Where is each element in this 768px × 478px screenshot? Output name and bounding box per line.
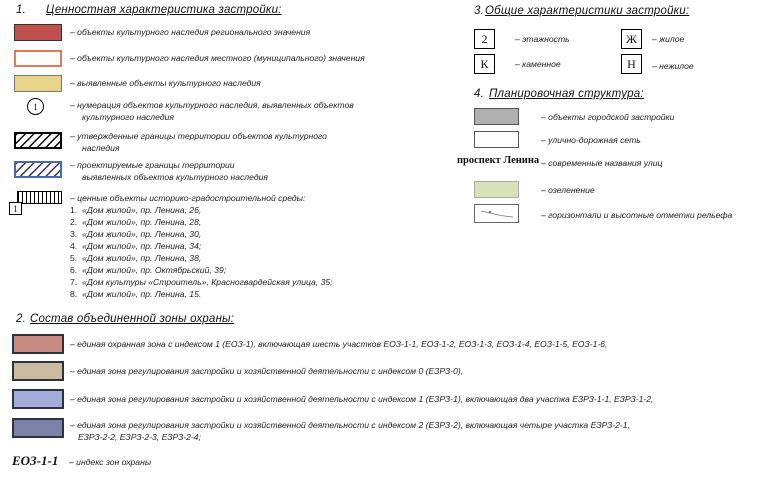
contour-lines-swatch — [474, 204, 519, 223]
ezrz0-swatch — [12, 361, 64, 381]
numbering-circle-icon: 1 — [27, 98, 44, 115]
legend-revealed-heritage: – выявленные объекты культурного наследия — [70, 78, 261, 88]
legend-street-names: – современные названия улиц — [541, 158, 663, 168]
section-3-title: Общие характеристики застройки: — [485, 5, 690, 17]
floors-letter-box: 2 — [474, 29, 495, 49]
stone-letter-box: К — [474, 54, 495, 74]
legend-city-buildings: – объекты городской застройки — [541, 112, 675, 122]
eoz1-swatch — [12, 334, 64, 354]
legend-nonresidential: – нежилое — [652, 61, 694, 71]
legend-stone: – каменное — [515, 59, 561, 69]
residential-letter-box: Ж — [621, 29, 642, 49]
legend-regional-heritage: – объекты культурного наследия регионального значения — [70, 27, 311, 37]
city-buildings-swatch — [474, 108, 519, 125]
revealed-heritage-swatch — [14, 75, 62, 92]
section-2-title: Состав объединенной зоны охраны: — [30, 313, 235, 325]
legend-residential: – жилое — [652, 34, 685, 44]
ezrz1-swatch — [12, 389, 64, 409]
road-network-swatch — [474, 131, 519, 148]
valuable-object-number-marker: 1 — [9, 202, 22, 215]
legend-ezrz2-line-2: ЕЗРЗ-2-2, ЕЗРЗ-2-3, ЕЗРЗ-2-4; — [78, 432, 201, 442]
legend-projected-boundary-line-2: выявленных объектов культурного наследия — [82, 172, 268, 182]
section-4-title: Планировочная структура: — [489, 88, 644, 100]
legend-ezrz0: – единая зона регулирования застройки и хозяйственной деятельности с индексом 0 (ЕЗРЗ-0), — [70, 366, 464, 376]
contour-line-icon — [475, 205, 518, 222]
legend-contour-lines: – горизонтали и высотные отметки рельефа — [541, 210, 733, 220]
legend-local-heritage: – объекты культурного наследия местного (муниципального) значения — [70, 53, 365, 63]
valuable-object-swatch — [17, 191, 62, 204]
legend-approved-boundary-line-2: наследия — [82, 143, 120, 153]
regional-heritage-swatch — [14, 24, 62, 41]
approved-boundary-swatch — [14, 132, 62, 149]
legend-projected-boundary-line-1: – проектируемые границы территории — [70, 160, 235, 170]
greenery-swatch — [474, 181, 519, 198]
legend-ezrz1: – единая зона регулирования застройки и хозяйственной деятельности с индексом 1 (ЕЗРЗ-1), включающая два участка ЕЗРЗ-1-1, ЕЗРЗ-1-2, — [70, 394, 654, 404]
zone-index-sample: ЕОЗ-1-1 — [12, 453, 59, 468]
section-3-number: 3. — [474, 5, 484, 17]
section-1-number: 1. — [16, 4, 26, 16]
legend-approved-boundary-line-1: – утвержденные границы территории объектов культурного — [70, 131, 327, 141]
local-heritage-swatch — [14, 50, 62, 67]
legend-zone-index: – индекс зон охраны — [69, 457, 152, 467]
section-4-number: 4. — [474, 88, 484, 100]
legend-floors: – этажность — [515, 34, 570, 44]
legend-valuable-objects: – ценные объекты историко-градостроительной среды: — [70, 193, 306, 203]
legend-numbering-line-1: – нумерация объектов культурного наследия, выявленных объектов — [70, 100, 354, 110]
legend-ezrz2-line-1: – единая зона регулирования застройки и хозяйственной деятельности с индексом 2 (ЕЗРЗ-2), включающая четыре участка ЕЗРЗ-2-1, — [70, 420, 630, 430]
legend-numbering-line-2: культурного наследия — [82, 112, 174, 122]
projected-boundary-swatch — [14, 161, 62, 178]
section-2-number: 2. — [16, 313, 26, 325]
ezrz2-swatch — [12, 418, 64, 438]
street-name-sample: проспект Ленина — [457, 155, 540, 166]
legend-road-network: – улично-дорожная сеть — [541, 135, 641, 145]
legend-eoz1: – единая охранная зона с индексом 1 (ЕОЗ-1), включающая шесть участков ЕОЗ-1-1, ЕОЗ-1-2, ЕОЗ-1-3, ЕОЗ-1-4, ЕОЗ-1-5, ЕОЗ-1-6, — [70, 339, 608, 349]
section-1-title: Ценностная характеристика застройки: — [46, 4, 282, 16]
nonresidential-letter-box: Н — [621, 54, 642, 74]
legend-greenery: – озеленение — [541, 185, 595, 195]
